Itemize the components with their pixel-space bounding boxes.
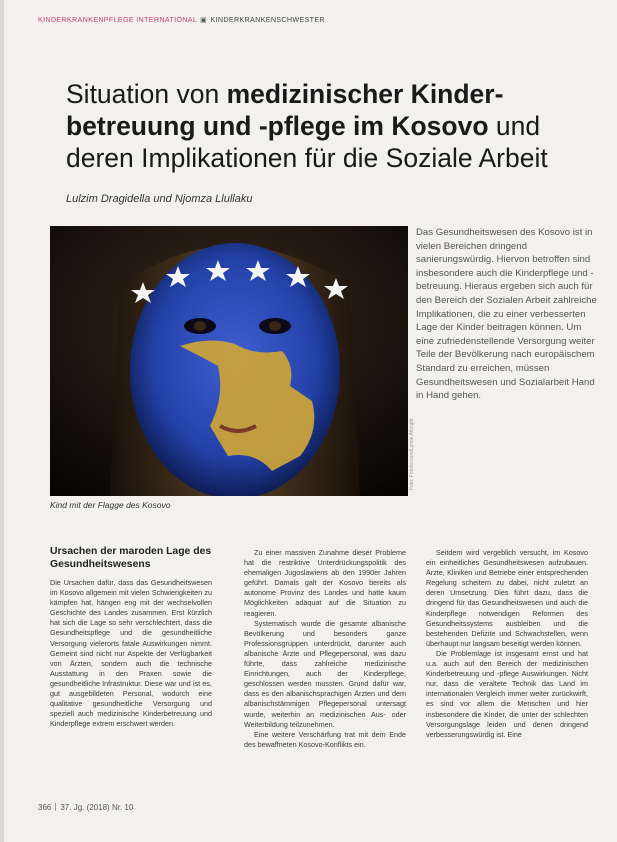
column-3 <box>426 548 588 740</box>
header-section: KINDERKRANKENSCHWESTER <box>210 15 325 24</box>
page-number: 366 <box>38 803 52 812</box>
page-footer <box>38 803 133 812</box>
body-paragraph: Seitdem wird vergeblich versucht, im Kosovo ein einheitliches Gesundheitswesen aufzubauen. Ärzte, Kliniken und Betriebe einer entsprechenden Regelung scheitern zu dabei, nicht zuletzt an deren Umsetzung. Dies führt dazu, dass die dringend für das Gesundheitswesen und auch die Kinderpflege notwendigen Reformen des Gesundheitssystems ausbleiben und die bestehenden Defizite und Schwachstellen, wenn überhaupt nur langsam beseitigt werden können. <box>426 548 588 648</box>
title-part-1: Situation von <box>66 79 227 109</box>
body-paragraph: Systematisch wurde die gesamte albanische Bevölkerung und besonders ganze Professionsgruppen unterdrückt, darunter auch albanische Ärzte und Pflegepersonal, was dazu führte, dass zahlreiche medizinische Einrichtungen, auch der Kinderpflege, geschlossen werden mussten. Grund dafür war, dass es den albanischsprachigen Ärzten und dem albanischstämmigen Pflegepersonal untersagt wurde, weiterhin an medizinischen Aus- oder Weiterbildung teilzunehmen. <box>244 618 406 729</box>
body-paragraph: Eine weitere Verschärfung trat mit dem Ende des bewaffneten Kosovo-Konflikts ein. <box>244 729 406 749</box>
body-paragraph: Die Ursachen dafür, dass das Gesundheitswesen im Kosovo allgemein mit vielen Schwierigkeiten zu kämpfen hat, hängen eng mit der wechselvollen Geschichte des Landes zusammen. Erst kürzlich hat sich die Lage so sehr verschlechtert, dass die Gesundheitspflege und die gesundheitliche Versorgung vielerorts fatale Auswirkungen nimmt. Gemeint sind nicht nur Aspekte der Verfügbarkeit von Ärzten, sondern auch die technische Ausstattung in den Praxen sowie die gesundheitliche Infrastruktur. Diese war und ist es, gut ausgebildeten Personal, wodurch eine qualitative gesundheitliche Versorgung und speziell auch medizinische Kinderbetreuung und Kinderpflege extrem erschwert werden. <box>50 578 212 729</box>
body-paragraph: Zu einer massiven Zunahme dieser Probleme hat die restriktive Unterdrückungspolitik des ehemaligen Jugoslawiens ab den 1990er Jahren geführt. Damals galt der Kosovo bereits als autonome Provinz des Landes und hatte kaum Möglichkeiten adäquat auf die Situation zu reagieren. <box>244 548 406 618</box>
photo-child-with-flag <box>50 226 408 496</box>
title-part-2: und deren Implikationen für die Soziale Arbeit <box>66 111 548 173</box>
section-heading: Ursachen der maroden Lage des Gesundheitswesens <box>50 546 212 570</box>
page-edge <box>0 0 4 842</box>
header-category: KINDERKRANKENPFLEGE INTERNATIONAL <box>38 15 197 24</box>
header-separator-icon: ▣ <box>200 15 208 24</box>
intro-paragraph: Das Gesundheitswesen des Kosovo ist in vielen Bereichen dringend sanierungswürdig. Hiervon betroffen sind insbesondere auch die Kinderpflege und -betreuung. Hieraus ergeben sich auch für den Bereich der Sozialen Arbeit zahlreiche Implikationen, die zu einer verbesserten Lage der Kinder beitragen können. Um eine zufriedenstellende Versorgung weiter Teile der Bevölkerung nach europäischem Standard zu erreichen, müssen Gesundheitswesen und Sozialarbeit Hand in Hand gehen. <box>416 227 597 402</box>
body-paragraph: Die Problemlage ist insgesamt ernst und hat u.a. auch auf den Bereich der medizinischen Kinderbetreuung und -pflege Auswirkungen. Nicht nur, dass die veraltete Technik das Land im internationalen Vergleich immer weiter zurückwirft, es sind vor allem die Menschen und hier insbesondere die Kinder, die unter der schlechten Versorgungslage leiden und denen dringend verbesserungswürdig ist. Eine <box>426 648 588 739</box>
title-bold-part: medizinischer Kinder-betreuung und -pflege im Kosovo <box>66 79 504 141</box>
article-title <box>66 78 586 174</box>
article-authors: Lulzim Dragidella und Njomza Llullaku <box>66 193 253 205</box>
footer-divider <box>55 803 56 811</box>
photo-credit: Foto: Fotolia.com/Lynne Albright <box>409 418 415 490</box>
running-header <box>38 15 598 24</box>
photo-caption: Kind mit der Flagge des Kosovo <box>50 500 171 510</box>
issue-date: 37. Jg. (2018) Nr. 10 <box>60 803 134 812</box>
column-2 <box>244 548 406 750</box>
column-1 <box>50 545 212 729</box>
